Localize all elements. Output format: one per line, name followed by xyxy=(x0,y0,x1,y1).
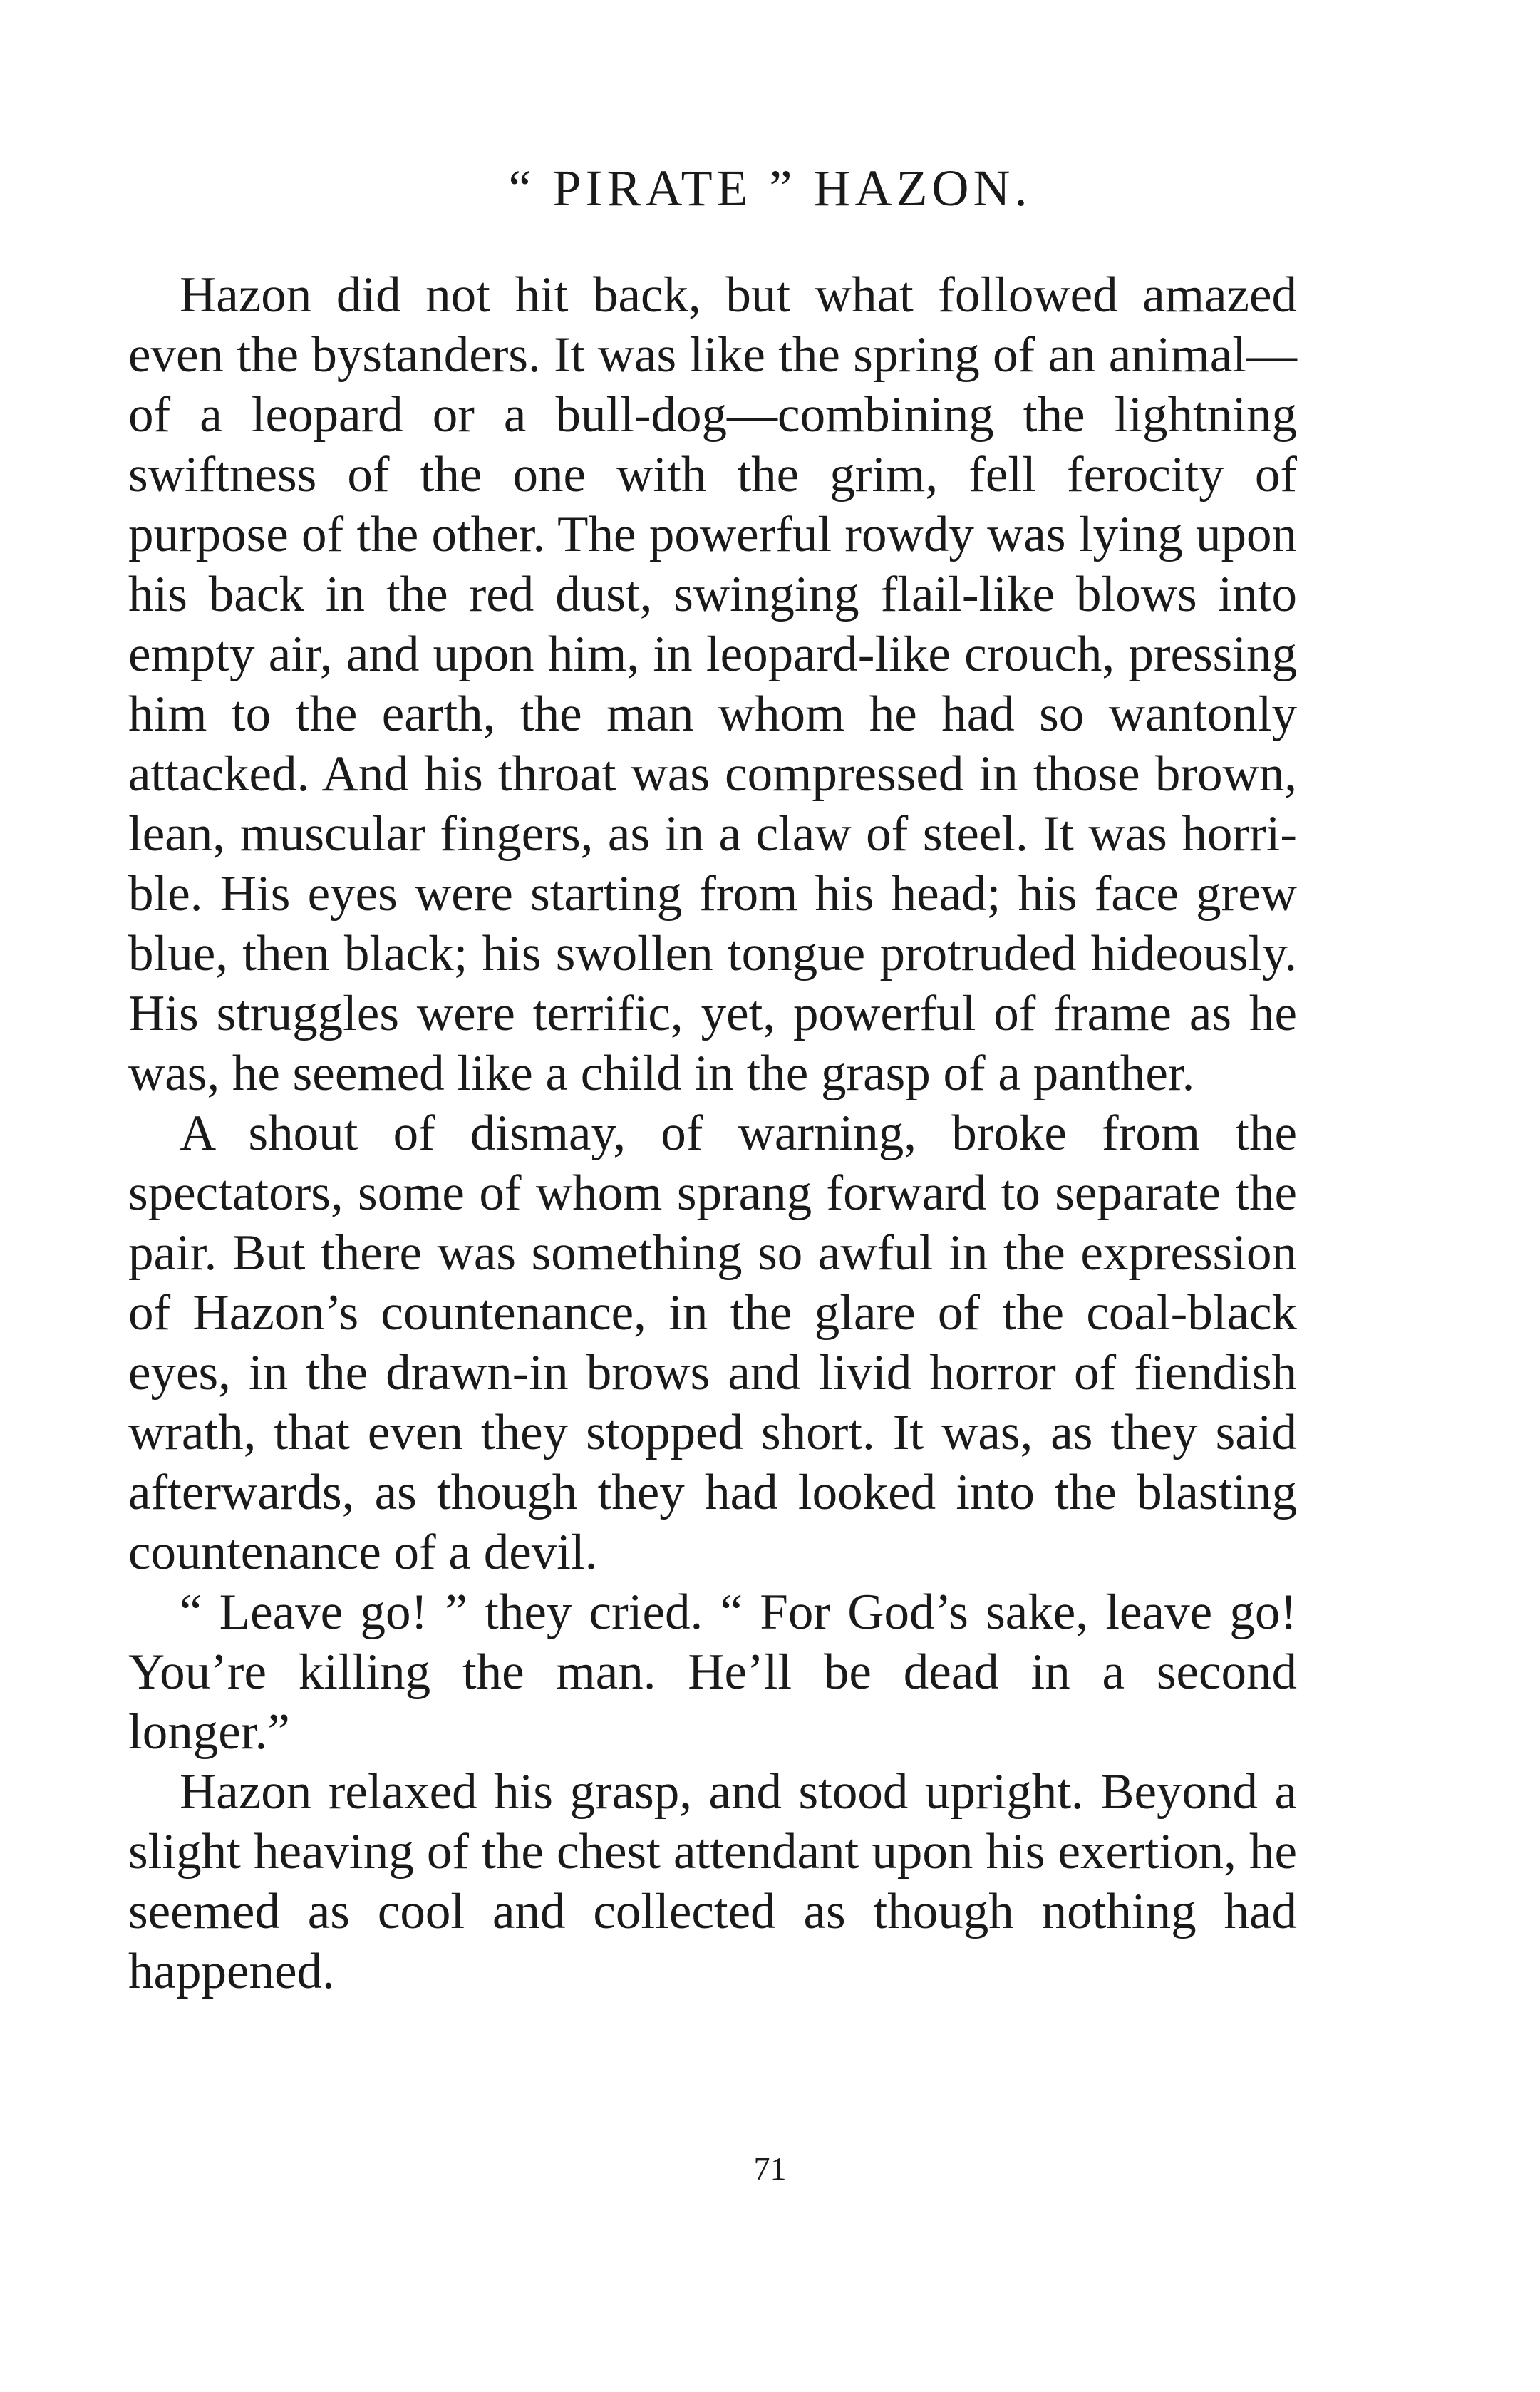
body-text xyxy=(128,265,1297,2001)
page-number: 71 xyxy=(753,2150,787,2187)
paragraph-1: Hazon did not hit back, but what followed amazed even the bystanders. It was like the spring of an animal—of a leopard or a bull-dog—combining the lightning swiftness of the one with the grim, fell ferocity of purpose of the other. The powerful rowdy was lying upon his back in the red dust, swinging flail-like blows into empty air, and upon him, in leopard-like crouch, pressing him to the earth, the man whom he had so wantonly attacked. And his throat was compressed in those brown, lean, muscular fingers, as in a claw of steel. It was horrible. His eyes were starting from his head; his face grew blue, then black; his swollen tongue protruded hideously. His struggles were terrific, yet, powerful of frame as he was, he seemed like a child in the grasp of a panther. xyxy=(128,267,1297,1101)
running-title: “ PIRATE ” HAZON. xyxy=(508,160,1032,217)
paragraph-3: “ Leave go! ” they cried. “ For God’s sake, leave go! You’re killing the man. He’ll be dead in a second longer.” xyxy=(128,1584,1297,1760)
paragraph-4: Hazon relaxed his grasp, and stood upright. Beyond a slight heaving of the chest attendant upon his exertion, he seemed as cool and collected as though nothing had happened. xyxy=(128,1764,1297,1999)
paragraph-2: A shout of dismay, of warning, broke from the spectators, some of whom sprang forward to separate the pair. But there was something so awful in the expression of Hazon’s countenance, in the glare of the coal-black eyes, in the drawn-in brows and livid horror of fiendish wrath, that even they stopped short. It was, as they said afterwards, as though they had looked into the blasting countenance of a devil. xyxy=(128,1105,1297,1580)
